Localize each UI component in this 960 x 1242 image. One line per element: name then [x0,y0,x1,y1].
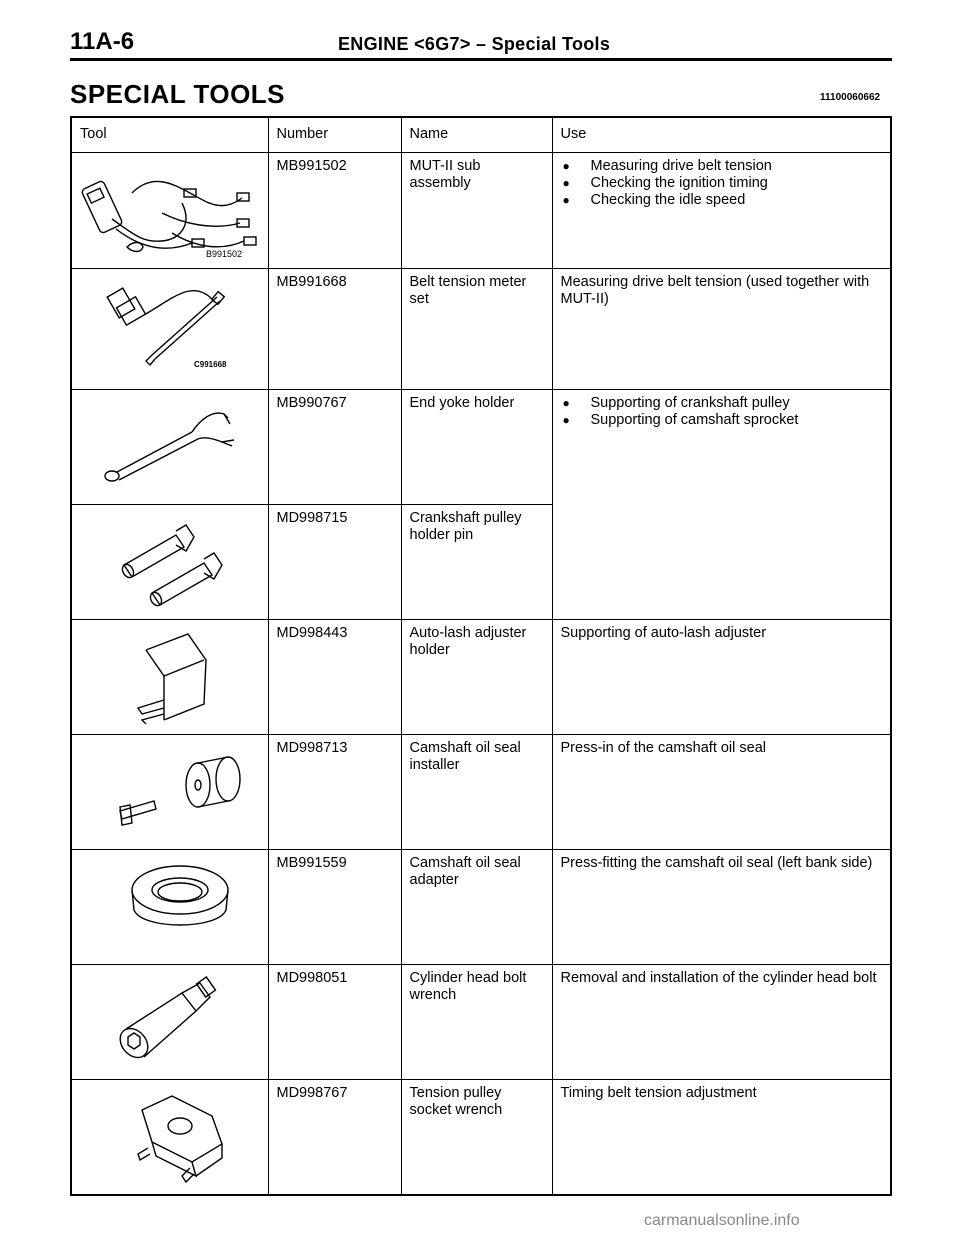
tool-name [401,1080,552,1196]
head-bolt-wrench-icon [72,965,268,1078]
mut-ii-tester-icon [72,153,268,267]
tool-name [401,965,552,1080]
header-title: ENGINE <6G7> – Special Tools [338,34,611,54]
column-header-tool: Tool [71,117,268,153]
column-header-use: Use [552,117,891,153]
belt-tension-meter-icon [72,269,268,381]
table-row [71,153,891,269]
column-header-name: Name [401,117,552,153]
table-row [71,735,891,850]
tool-number: MB990767 [268,390,401,505]
use-item: ● Checking the ignition timing [561,175,883,192]
tool-name-text: End yoke holder [409,395,515,411]
tool-name [401,269,552,390]
tool-figure-cell [71,269,268,390]
tool-use: Timing belt tension adjustment [552,1080,891,1196]
figure-label: B991502 [206,249,243,259]
column-header-number: Number [268,117,401,153]
tool-figure-cell [71,153,268,269]
use-item: ● Measuring drive belt tension [561,158,883,175]
table-row [71,620,891,735]
use-item: ● Checking the idle speed [561,192,883,209]
tool-name-text: Crankshaft pulley holder pin [409,510,522,543]
tool-number: MD998051 [268,965,401,1080]
tool-figure-cell [71,850,268,965]
tool-figure-cell [71,735,268,850]
tool-name-text: Camshaft oil seal adapter [409,855,521,888]
tool-name [401,390,552,505]
table-row [71,390,891,505]
tool-number: MD998715 [268,505,401,620]
tool-name-text: Camshaft oil seal installer [409,740,521,773]
tool-use: Press-in of the camshaft oil seal [552,735,891,850]
table-row [71,965,891,1080]
tool-number: MB991502 [268,153,401,269]
lash-adjuster-holder-icon [72,620,268,733]
tool-figure-cell [71,620,268,735]
tool-name [401,505,552,620]
tool-use: Measuring drive belt tension (used together with MUT-II) [552,269,891,390]
tool-use: Supporting of auto-lash adjuster [552,620,891,735]
tool-use: Press-fitting the camshaft oil seal (left bank side) [552,850,891,965]
tension-pulley-wrench-icon [72,1080,268,1193]
tool-number: MD998713 [268,735,401,850]
tool-use [552,390,891,620]
tool-name [401,620,552,735]
table-row [71,850,891,965]
tool-name [401,153,552,269]
tool-figure-cell [71,1080,268,1196]
end-yoke-holder-icon [72,390,268,503]
use-item: ● Supporting of crankshaft pulley [561,395,883,412]
use-list [561,158,883,209]
tool-name-text: Auto-lash adjuster holder [409,625,527,658]
section-title: SPECIAL TOOLS [70,79,286,109]
use-list [561,395,883,429]
tool-use: Removal and installation of the cylinder head bolt [552,965,891,1080]
tool-figure-cell [71,965,268,1080]
section-id: 11100060662 [820,92,881,103]
tool-number: MB991559 [268,850,401,965]
table-row [71,1080,891,1196]
oil-seal-installer-icon [72,735,268,848]
table-row [71,269,891,390]
table-header-row [71,117,891,153]
tool-name-text: Cylinder head bolt wrench [409,970,527,1003]
tool-name [401,850,552,965]
use-item: ● Supporting of camshaft sprocket [561,412,883,429]
tool-number: MD998767 [268,1080,401,1196]
tool-name-text: Belt tension meter set [409,274,527,307]
special-tools-table [70,116,892,1196]
tool-number: MD998443 [268,620,401,735]
tool-name-text: Tension pulley socket wrench [409,1085,503,1118]
header-rule [70,58,892,61]
tool-name-text: MUT-II sub assembly [409,158,481,191]
watermark: carmanualsonline.info [644,1212,800,1229]
tool-number: MB991668 [268,269,401,390]
page-number: 11A-6 [70,28,135,55]
holder-pin-icon [72,505,268,618]
tool-name [401,735,552,850]
tool-figure-cell [71,505,268,620]
tool-use [552,153,891,269]
tool-figure-cell [71,390,268,505]
figure-label: C991668 [194,360,227,369]
oil-seal-adapter-icon [72,850,268,963]
